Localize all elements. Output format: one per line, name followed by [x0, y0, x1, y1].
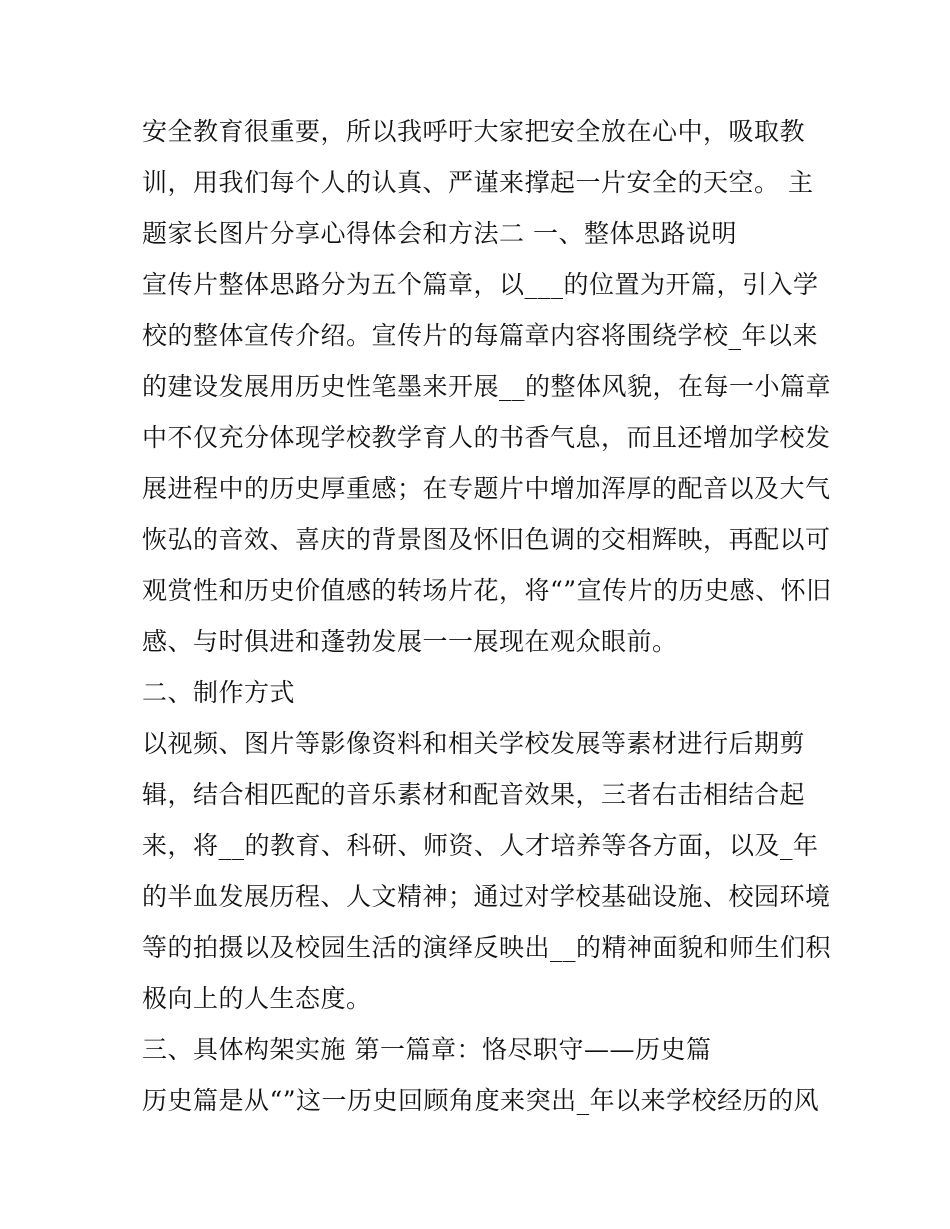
text-line: 训，用我们每个人的认真、严谨来撑起一片安全的天空。 主	[142, 168, 814, 197]
text-line: 宣传片整体思路分为五个篇章，以___的位置为开篇，引入学	[142, 270, 819, 299]
text-line: 来，将__的教育、科研、师资、人才培养等各方面，以及_年	[142, 831, 819, 860]
document-body	[142, 106, 832, 1126]
section-heading: 二、制作方式	[142, 678, 296, 707]
text-line: 的半血发展历程、人文精神；通过对学校基础设施、校园环境	[142, 882, 831, 911]
text-line: 中不仅充分体现学校教学育人的书香气息，而且还增加学校发	[142, 423, 831, 452]
text-line: 极向上的人生态度。	[142, 984, 372, 1013]
text-line: 历史篇是从“”这一历史回顾角度来突出_年以来学校经历的风	[142, 1086, 820, 1115]
text-line: 以视频、图片等影像资料和相关学校发展等素材进行后期剪	[142, 729, 806, 758]
text-line: 等的拍摄以及校园生活的演绎反映出__的精神面貌和师生们积	[142, 933, 832, 962]
text-line: 题家长图片分享心得体会和方法二 一、整体思路说明	[142, 219, 737, 248]
text-line: 展进程中的历史厚重感；在专题片中增加浑厚的配音以及大气	[142, 474, 831, 503]
text-line: 观赏性和历史价值感的转场片花，将“”宣传片的历史感、怀旧	[142, 576, 832, 605]
text-line: 安全教育很重要，所以我呼吁大家把安全放在心中，吸取教	[142, 117, 806, 146]
text-line: 恢弘的音效、喜庆的背景图及怀旧色调的交相辉映，再配以可	[142, 525, 831, 554]
text-line: 感、与时俱进和蓬勃发展一一展现在观众眼前。	[142, 627, 678, 656]
section-heading: 三、具体构架实施 第一篇章：恪尽职守——历史篇	[142, 1035, 712, 1064]
text-line: 校的整体宣传介绍。宣传片的每篇章内容将围绕学校_年以来	[142, 321, 819, 350]
text-line: 辑，结合相匹配的音乐素材和配音效果，三者右击相结合起	[142, 780, 806, 809]
text-line: 的建设发展用历史性笔墨来开展__的整体风貌，在每一小篇章	[142, 372, 832, 401]
